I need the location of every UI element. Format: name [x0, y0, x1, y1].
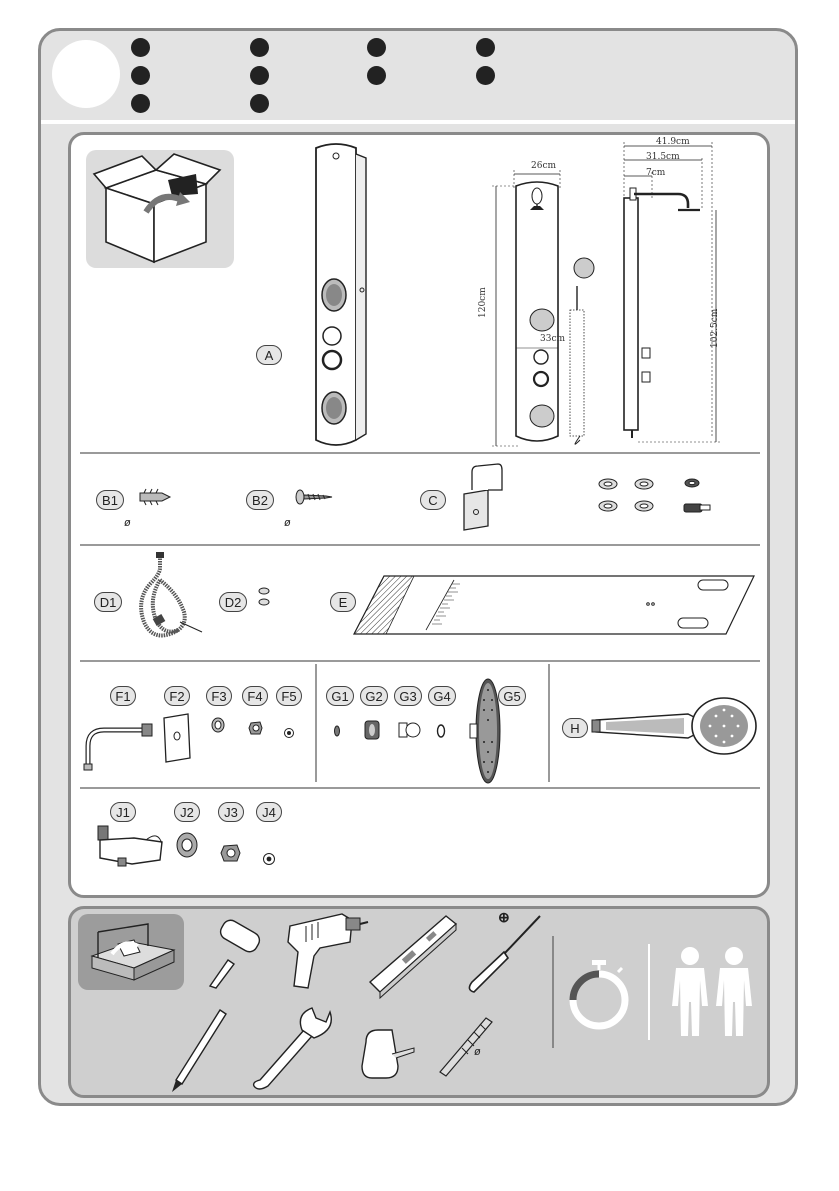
hose-washers-icon	[256, 585, 272, 611]
level-icon	[366, 912, 460, 1000]
oring-g4-icon	[435, 722, 447, 740]
bullet	[476, 38, 495, 57]
part-label-f2: F2	[164, 686, 190, 706]
pencil-icon	[168, 1004, 230, 1094]
two-people-icon	[668, 946, 758, 1040]
front-dimension-drawing	[480, 160, 610, 460]
holder-j1-icon	[88, 820, 170, 870]
part-label-d2: D2	[219, 592, 247, 612]
wall-plug-icon	[136, 486, 176, 508]
part-label-a: A	[256, 345, 282, 365]
part-label-f5: F5	[276, 686, 302, 706]
bullet	[131, 38, 150, 57]
dim-side-height: 102.5cm	[710, 308, 720, 348]
part-label-h: H	[562, 718, 588, 738]
row-divider	[80, 452, 760, 454]
screwdriver-icon	[462, 912, 546, 996]
ball-joint-g3-icon	[396, 718, 422, 742]
unbox-card	[86, 150, 234, 268]
drill-icon	[280, 908, 370, 994]
dim-side-small: 7cm	[646, 168, 666, 178]
part-label-g2: G2	[360, 686, 388, 706]
nut-f4-icon	[248, 720, 264, 736]
part-label-g4: G4	[428, 686, 456, 706]
part-label-f3: F3	[206, 686, 232, 706]
header-bullets	[0, 0, 839, 120]
workbench-icon	[78, 914, 184, 990]
hand-shower-h-icon	[592, 696, 758, 756]
washer-f5-icon	[283, 727, 295, 739]
part-label-b2: B2	[246, 490, 274, 510]
ring-j2-icon	[174, 830, 200, 860]
dim-side-total: 41.9cm	[656, 137, 690, 147]
hammer-icon	[200, 916, 266, 992]
part-label-g3: G3	[394, 686, 422, 706]
part-label-j3: J3	[218, 802, 244, 822]
dim-front-width: 26cm	[531, 161, 557, 171]
open-box-icon	[86, 150, 234, 268]
ring-f3-icon	[210, 716, 226, 734]
template-e-icon	[354, 572, 758, 638]
part-label-b1: B1	[96, 490, 124, 510]
row-divider	[80, 544, 760, 546]
shower-head-g5-icon	[466, 676, 502, 786]
side-dimension-drawing	[612, 138, 742, 448]
bullet	[250, 94, 269, 113]
tape-measure-icon	[358, 1026, 418, 1082]
row-divider	[80, 660, 760, 662]
bullet	[131, 66, 150, 85]
part-label-d1: D1	[94, 592, 122, 612]
part-label-f1: F1	[110, 686, 136, 706]
tools-divider	[648, 944, 650, 1040]
bullet	[131, 94, 150, 113]
shower-panel-drawing	[300, 140, 390, 450]
washer-j4-icon	[262, 852, 276, 866]
part-label-c: C	[420, 490, 446, 510]
part-label-j4: J4	[256, 802, 282, 822]
timer-icon	[566, 958, 632, 1032]
drill-bit-icon	[436, 1014, 496, 1080]
bullet	[476, 66, 495, 85]
bullet	[367, 38, 386, 57]
part-label-e: E	[330, 592, 356, 612]
column-divider	[548, 664, 550, 782]
dim-front-inner: 33cm	[540, 334, 566, 344]
b2-diameter: ø	[284, 517, 291, 529]
bullet	[250, 38, 269, 57]
bracket-c-icon	[458, 460, 508, 532]
washers-and-clips-icon	[594, 474, 714, 520]
row-divider	[80, 787, 760, 789]
part-label-g5: G5	[498, 686, 526, 706]
hose-icon	[130, 550, 220, 650]
bullet	[250, 66, 269, 85]
part-label-g1: G1	[326, 686, 354, 706]
bullet	[367, 66, 386, 85]
screw-icon	[294, 486, 334, 508]
cover-plate-icon	[160, 712, 194, 764]
part-label-j1: J1	[110, 802, 136, 822]
seal-g1-icon	[332, 724, 342, 738]
part-label-f4: F4	[242, 686, 268, 706]
screwdriver-symbol: ⊕	[498, 909, 510, 925]
dim-side-mid: 31.5cm	[646, 152, 680, 162]
b1-diameter: ø	[124, 517, 131, 529]
header-band	[41, 120, 795, 124]
tools-divider	[552, 936, 554, 1048]
wrench-icon	[242, 1000, 332, 1092]
column-divider	[315, 664, 317, 782]
workbench-card	[78, 914, 184, 990]
part-label-j2: J2	[174, 802, 200, 822]
nut-j3-icon	[220, 842, 242, 864]
nut-g2-icon	[362, 718, 382, 742]
drill-bit-diameter: ø	[474, 1046, 481, 1058]
shower-arm-icon	[80, 712, 160, 772]
dim-front-height: 120cm	[478, 287, 488, 318]
